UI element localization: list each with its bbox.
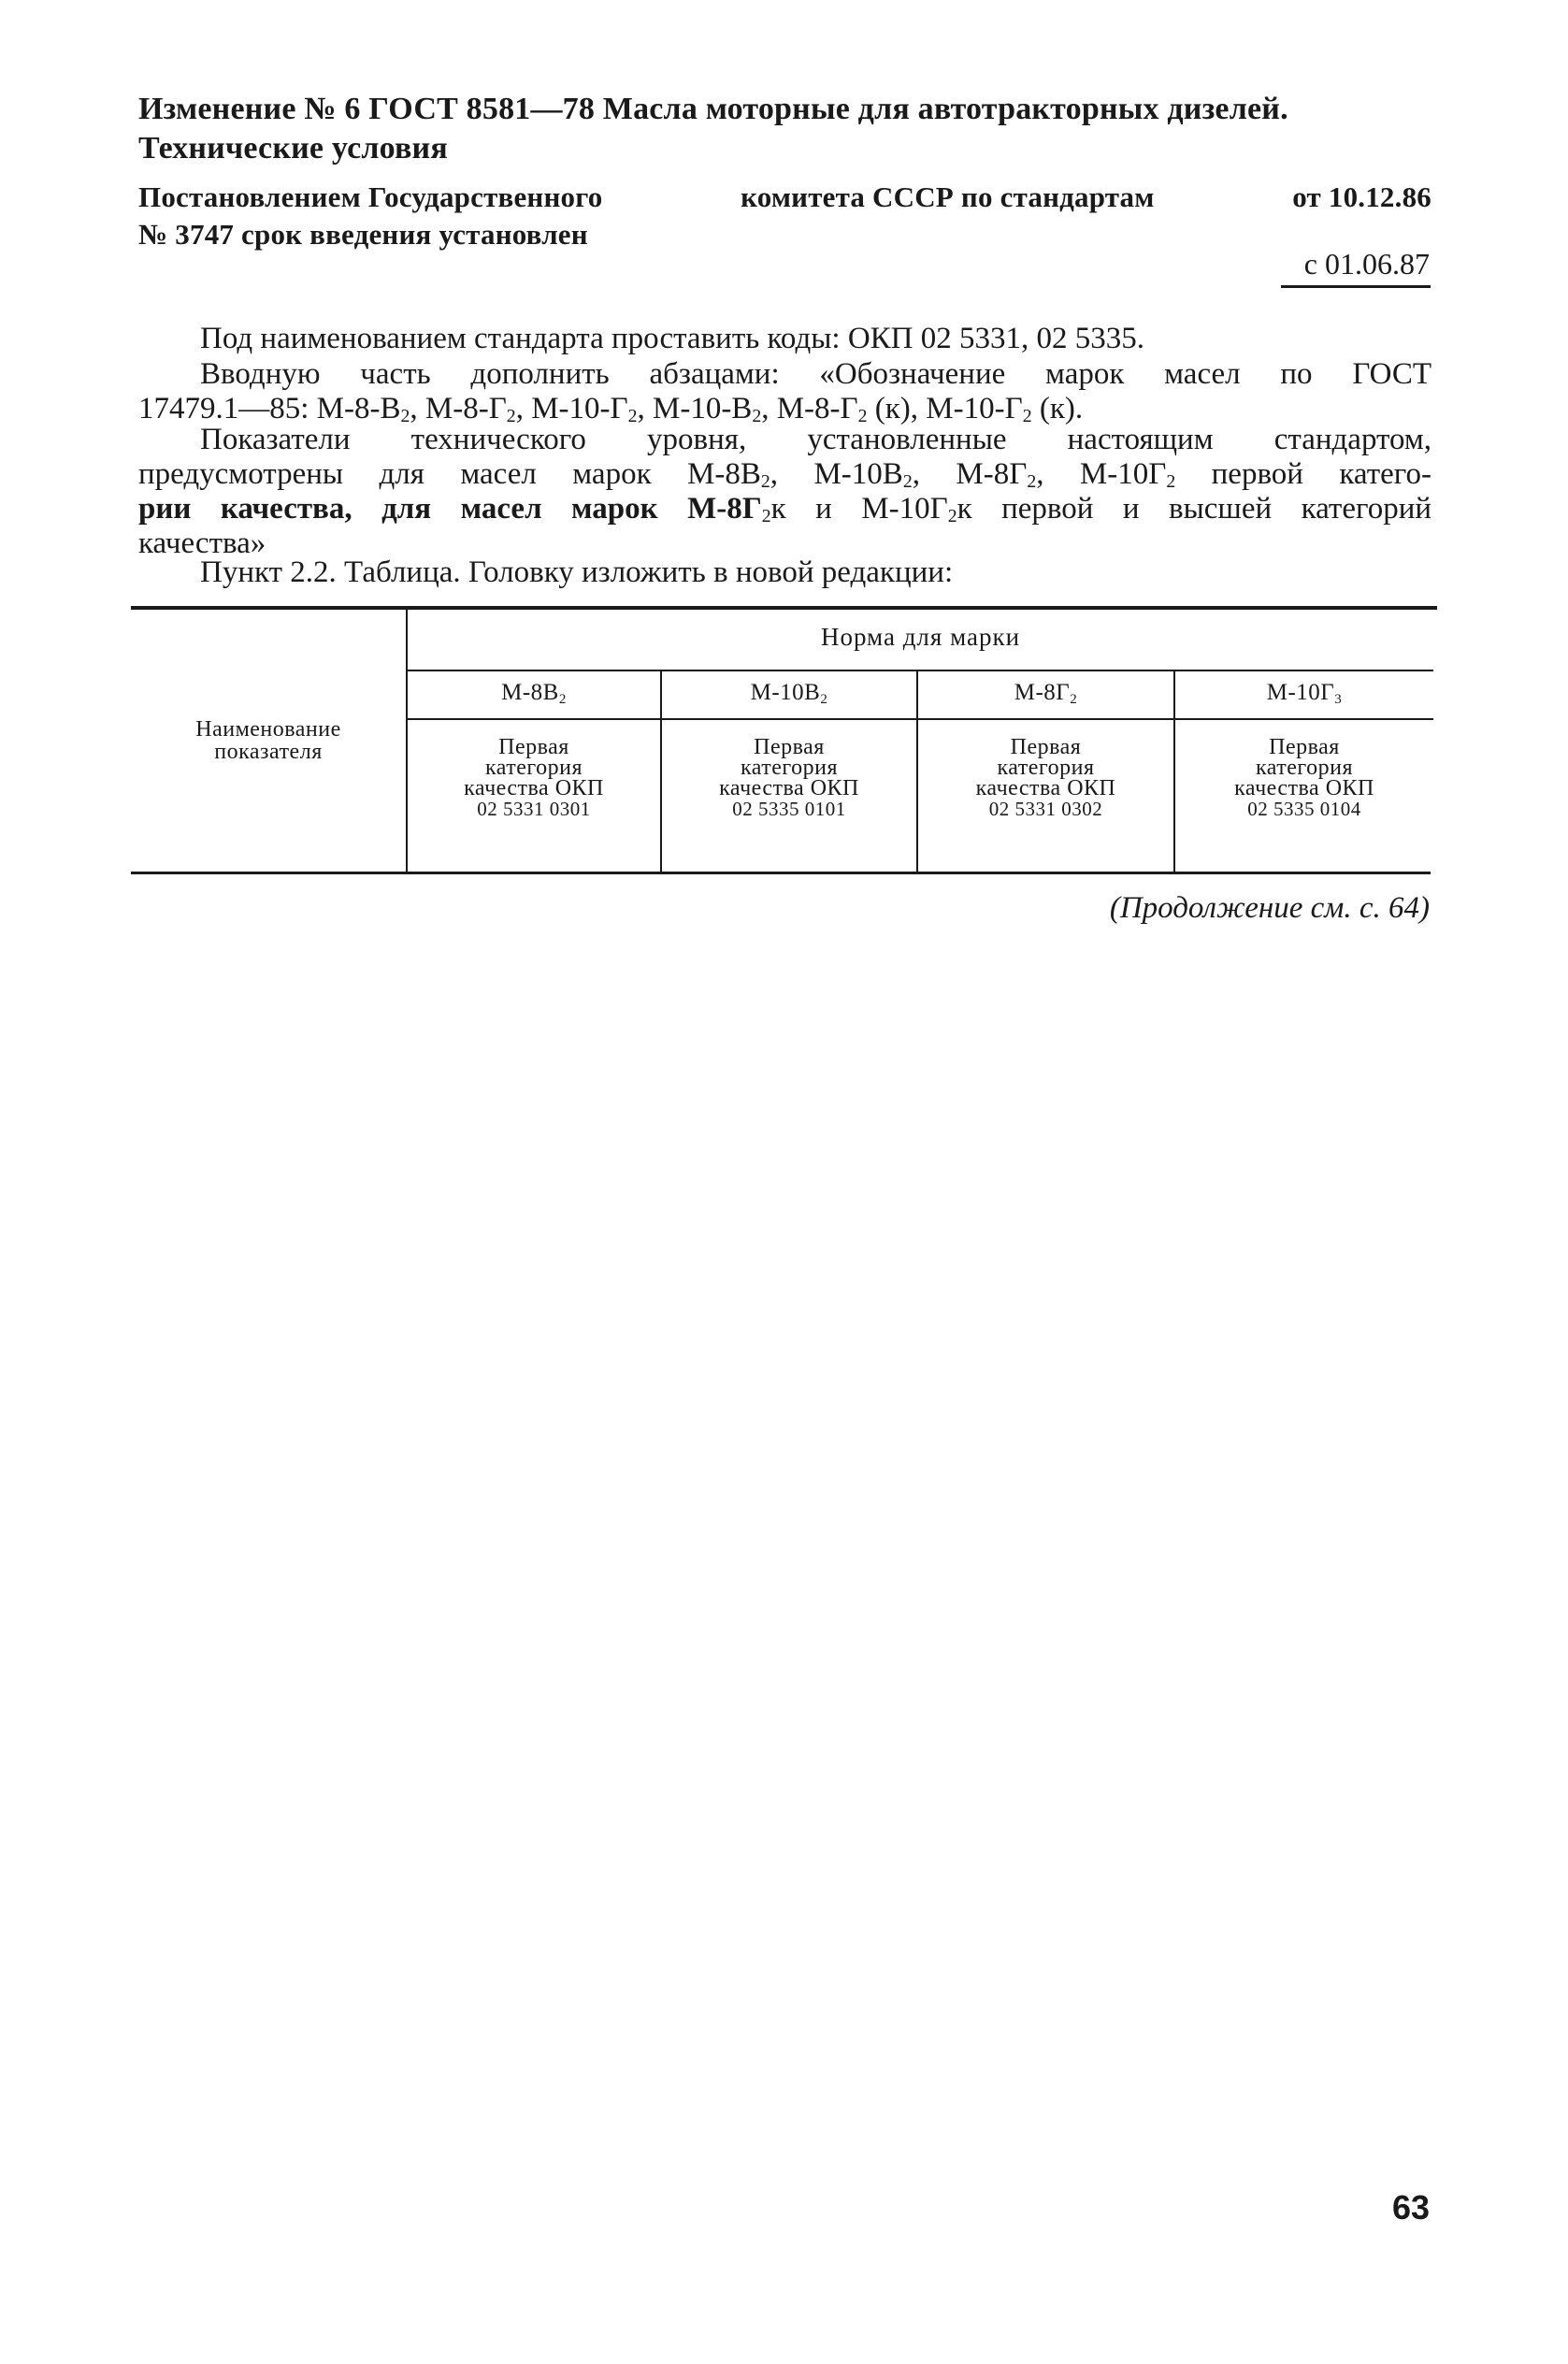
category-line: категория — [997, 756, 1095, 780]
table-top-rule — [131, 606, 1437, 610]
intro-text-c: , М-10-Г — [515, 392, 628, 425]
subscript: 2 — [857, 406, 868, 426]
category-line: качества ОКП — [464, 776, 604, 800]
category-line: Первая — [1269, 735, 1340, 759]
intro-text-b: , М-8-Г — [410, 392, 507, 425]
table-rule-marks — [408, 718, 1433, 720]
table-category-cell — [662, 737, 916, 819]
category-line: категория — [740, 756, 839, 780]
okp-code: 02 5335 0104 — [1247, 798, 1361, 820]
table-note-text: Пункт 2.2. Таблица. Головку изложить в новой редакции: — [200, 555, 954, 589]
intro-text-f: (к), М-10-Г — [867, 392, 1023, 425]
table-category-cell — [408, 737, 660, 819]
intro-text-a: 17479.1—85: М-8-В — [138, 392, 401, 425]
category-line: Первая — [498, 735, 569, 759]
mark-name: М-8Г — [1014, 680, 1071, 705]
amendment-title-line1: Изменение № 6 ГОСТ 8581—78 Масла моторные для автотракторных дизелей. — [138, 92, 1288, 126]
tech-text-f: рии качества, для масел марок М-8Г — [138, 492, 762, 526]
date-underline — [1281, 285, 1431, 288]
mark-subscript: 2 — [820, 692, 828, 707]
paragraph-table-header-note — [138, 555, 1431, 590]
intro-text-e: , М-8-Г — [761, 392, 858, 425]
table-category-cell — [1175, 737, 1433, 819]
tech-text-e: первой катего- — [1175, 457, 1431, 491]
category-line: Первая — [754, 735, 825, 759]
subscript: 2 — [902, 471, 913, 492]
norms-table — [131, 606, 1437, 877]
subscript: 2 — [760, 471, 770, 492]
okp-code: 02 5331 0301 — [477, 798, 591, 820]
subscript: 2 — [761, 506, 771, 526]
tech-text-b: , М-10В — [770, 457, 903, 491]
mark-subscript: 3 — [1334, 692, 1343, 707]
category-line: качества ОКП — [975, 776, 1116, 800]
indicator-name-line1: Наименование — [195, 717, 341, 742]
table-header-indicator-name — [131, 718, 406, 763]
mark-name: М-10Г — [1266, 680, 1335, 705]
subscript: 2 — [627, 406, 638, 426]
category-line: категория — [484, 756, 583, 780]
subscript: 2 — [400, 406, 410, 426]
table-header-norma: Норма для марки — [820, 623, 1021, 651]
tech-text-g: к и М-10Г — [770, 492, 948, 526]
tech-text-a: предусмотрены для масел марок М-8В — [138, 457, 761, 491]
paragraph-okp-codes — [138, 322, 1431, 356]
mark-subscript: 2 — [558, 692, 567, 707]
mark-subscript: 2 — [1070, 692, 1078, 707]
category-line: качества ОКП — [1234, 776, 1374, 800]
tech-text-d: , М-10Г — [1036, 457, 1167, 491]
indicator-name-line2: показателя — [214, 740, 323, 764]
okp-code: 02 5331 0302 — [988, 798, 1103, 820]
category-line: качества ОКП — [719, 776, 859, 800]
table-category-cell — [918, 737, 1173, 819]
category-line: Первая — [1010, 735, 1082, 759]
effective-date: с 01.06.87 — [1303, 247, 1430, 281]
subscript: 2 — [947, 506, 957, 526]
table-bottom-rule — [131, 872, 1431, 874]
paragraph-intro-line1: Вводную часть дополнить абзацами: «Обозначение марок масел по ГОСТ — [200, 357, 1431, 391]
resolution-part1: Постановлением Государственного — [138, 180, 603, 213]
tech-text-c: , М-8Г — [912, 457, 1028, 491]
tech-text-h: к первой и высшей категорий — [957, 492, 1432, 526]
subscript: 2 — [1027, 471, 1037, 492]
technical-line4: качества» — [138, 526, 266, 560]
paragraph-technical-level — [138, 423, 1431, 561]
continuation-note: (Продолжение см. с. 64) — [1109, 891, 1430, 925]
resolution-line1 — [138, 180, 1431, 215]
resolution-line2: № 3747 срок введения установлен — [138, 218, 588, 251]
subscript: 2 — [1022, 406, 1032, 426]
table-header-mark — [1175, 680, 1433, 707]
okp-code: 02 5335 0101 — [732, 798, 846, 820]
category-line: категория — [1255, 756, 1354, 780]
intro-text-d: , М-10-В — [637, 392, 753, 425]
mark-name: М-8В — [501, 680, 559, 705]
paragraph-intro-amendment — [138, 357, 1431, 426]
technical-line3 — [138, 492, 1431, 526]
intro-text-g: (к). — [1031, 392, 1084, 425]
technical-line1: Показатели технического уровня, установленные настоящим стандартом, — [200, 423, 1431, 456]
resolution-part3: от 10.12.86 — [1292, 180, 1431, 213]
technical-line2 — [138, 457, 1431, 492]
subscript: 2 — [1166, 471, 1176, 492]
subscript: 2 — [506, 406, 516, 426]
resolution-part2: комитета СССР по стандартам — [741, 180, 1155, 213]
subscript: 2 — [752, 406, 762, 426]
table-header-mark — [408, 680, 660, 707]
amendment-title-line2: Технические условия — [138, 131, 448, 166]
paragraph-intro-line2 — [138, 392, 1431, 426]
table-header-mark — [662, 680, 916, 707]
table-rule-norma — [408, 670, 1433, 671]
table-header-mark — [918, 680, 1173, 707]
mark-name: М-10В — [750, 680, 821, 705]
paragraph-okp-codes-text: Под наименованием стандарта проставить коды: ОКП 02 5331, 02 5335. — [200, 322, 1144, 355]
page-number: 63 — [1391, 2188, 1430, 2227]
